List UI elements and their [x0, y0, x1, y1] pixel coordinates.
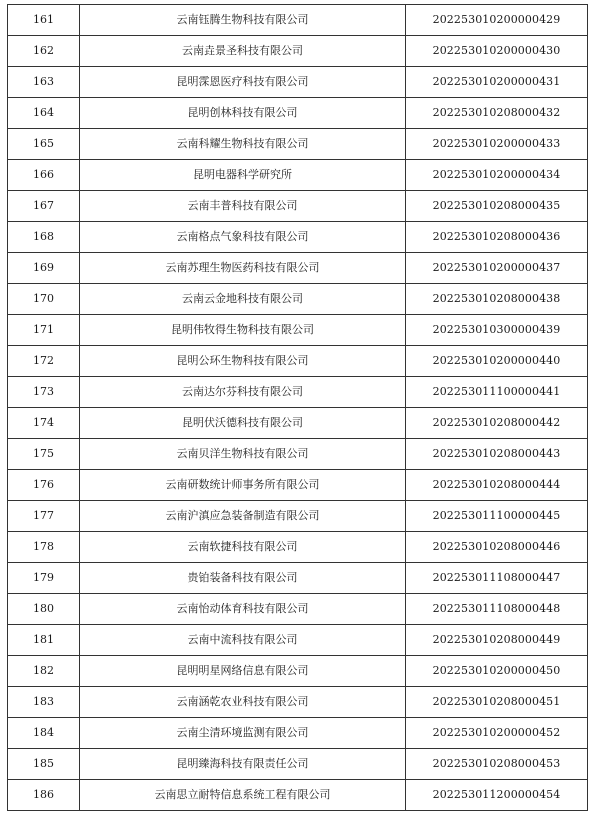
row-sequence-number: 184	[8, 718, 80, 749]
row-sequence-number: 163	[8, 67, 80, 98]
company-registry-table	[7, 4, 588, 811]
row-sequence-number: 170	[8, 284, 80, 315]
table-row	[8, 98, 588, 129]
registration-number-cell: 202253011100000441	[406, 377, 588, 408]
company-name-cell: 贵铂装备科技有限公司	[80, 563, 406, 594]
company-name-cell: 昆明伏沃德科技有限公司	[80, 408, 406, 439]
row-sequence-number: 175	[8, 439, 80, 470]
registration-number-cell: 202253010200000434	[406, 160, 588, 191]
row-sequence-number: 174	[8, 408, 80, 439]
row-sequence-number: 186	[8, 780, 80, 811]
company-name-cell: 云南丰普科技有限公司	[80, 191, 406, 222]
registration-number-cell: 202253010200000440	[406, 346, 588, 377]
row-sequence-number: 168	[8, 222, 80, 253]
row-sequence-number: 181	[8, 625, 80, 656]
company-name-cell: 云南软捷科技有限公司	[80, 532, 406, 563]
table-row	[8, 780, 588, 811]
company-name-cell: 昆明臻海科技有限责任公司	[80, 749, 406, 780]
registration-number-cell: 202253010208000442	[406, 408, 588, 439]
row-sequence-number: 161	[8, 5, 80, 36]
table-row	[8, 191, 588, 222]
row-sequence-number: 172	[8, 346, 80, 377]
company-name-cell: 云南格点气象科技有限公司	[80, 222, 406, 253]
company-name-cell: 昆明明星网络信息有限公司	[80, 656, 406, 687]
registration-number-cell: 202253011108000447	[406, 563, 588, 594]
row-sequence-number: 177	[8, 501, 80, 532]
table-row	[8, 563, 588, 594]
row-sequence-number: 169	[8, 253, 80, 284]
company-name-cell: 云南思立耐特信息系统工程有限公司	[80, 780, 406, 811]
registration-number-cell: 202253010200000431	[406, 67, 588, 98]
table-row	[8, 253, 588, 284]
company-name-cell: 云南怡动体育科技有限公司	[80, 594, 406, 625]
company-name-cell: 昆明创林科技有限公司	[80, 98, 406, 129]
row-sequence-number: 183	[8, 687, 80, 718]
row-sequence-number: 166	[8, 160, 80, 191]
registration-number-cell: 202253011108000448	[406, 594, 588, 625]
registration-number-cell: 202253010208000432	[406, 98, 588, 129]
registration-number-cell: 202253010200000430	[406, 36, 588, 67]
row-sequence-number: 178	[8, 532, 80, 563]
row-sequence-number: 165	[8, 129, 80, 160]
table-row	[8, 470, 588, 501]
registration-number-cell: 202253010200000452	[406, 718, 588, 749]
registration-number-cell: 202253010208000435	[406, 191, 588, 222]
row-sequence-number: 179	[8, 563, 80, 594]
registration-number-cell: 202253010208000446	[406, 532, 588, 563]
table-body	[8, 5, 588, 811]
row-sequence-number: 164	[8, 98, 80, 129]
company-name-cell: 昆明电器科学研究所	[80, 160, 406, 191]
table-row	[8, 129, 588, 160]
row-sequence-number: 176	[8, 470, 80, 501]
table-row	[8, 532, 588, 563]
company-name-cell: 昆明霂恩医疗科技有限公司	[80, 67, 406, 98]
table-row	[8, 346, 588, 377]
table-row	[8, 160, 588, 191]
company-name-cell: 云南贝洋生物科技有限公司	[80, 439, 406, 470]
registration-number-cell: 202253010208000451	[406, 687, 588, 718]
company-name-cell: 云南云金地科技有限公司	[80, 284, 406, 315]
company-name-cell: 云南达尔芬科技有限公司	[80, 377, 406, 408]
company-name-cell: 昆明公环生物科技有限公司	[80, 346, 406, 377]
company-name-cell: 云南涵乾农业科技有限公司	[80, 687, 406, 718]
table-row	[8, 222, 588, 253]
table-row	[8, 439, 588, 470]
table-row	[8, 687, 588, 718]
table-row	[8, 718, 588, 749]
company-name-cell: 云南垚景圣科技有限公司	[80, 36, 406, 67]
company-name-cell: 云南中流科技有限公司	[80, 625, 406, 656]
table-row	[8, 5, 588, 36]
registration-number-cell: 202253010200000450	[406, 656, 588, 687]
row-sequence-number: 171	[8, 315, 80, 346]
table-row	[8, 501, 588, 532]
table-row	[8, 594, 588, 625]
registration-number-cell: 202253010208000443	[406, 439, 588, 470]
registration-number-cell: 202253011100000445	[406, 501, 588, 532]
row-sequence-number: 167	[8, 191, 80, 222]
table-row	[8, 67, 588, 98]
registration-number-cell: 202253010208000449	[406, 625, 588, 656]
company-name-cell: 云南沪滇应急装备制造有限公司	[80, 501, 406, 532]
company-name-cell: 云南苏理生物医药科技有限公司	[80, 253, 406, 284]
row-sequence-number: 173	[8, 377, 80, 408]
registration-number-cell: 202253010200000429	[406, 5, 588, 36]
registration-number-cell: 202253011200000454	[406, 780, 588, 811]
table-row	[8, 656, 588, 687]
registration-number-cell: 202253010200000433	[406, 129, 588, 160]
table-row	[8, 284, 588, 315]
table-row	[8, 315, 588, 346]
row-sequence-number: 185	[8, 749, 80, 780]
company-name-cell: 云南尘清环境监测有限公司	[80, 718, 406, 749]
company-name-cell: 云南科耀生物科技有限公司	[80, 129, 406, 160]
row-sequence-number: 180	[8, 594, 80, 625]
table-row	[8, 377, 588, 408]
table-row	[8, 749, 588, 780]
table-row	[8, 36, 588, 67]
registration-number-cell: 202253010208000436	[406, 222, 588, 253]
registration-number-cell: 202253010208000438	[406, 284, 588, 315]
row-sequence-number: 182	[8, 656, 80, 687]
company-name-cell: 云南研数统计师事务所有限公司	[80, 470, 406, 501]
table-row	[8, 625, 588, 656]
registration-number-cell: 202253010300000439	[406, 315, 588, 346]
registration-number-cell: 202253010208000444	[406, 470, 588, 501]
company-name-cell: 云南钰腾生物科技有限公司	[80, 5, 406, 36]
registration-number-cell: 202253010200000437	[406, 253, 588, 284]
registration-number-cell: 202253010208000453	[406, 749, 588, 780]
row-sequence-number: 162	[8, 36, 80, 67]
table-row	[8, 408, 588, 439]
company-name-cell: 昆明伟牧得生物科技有限公司	[80, 315, 406, 346]
